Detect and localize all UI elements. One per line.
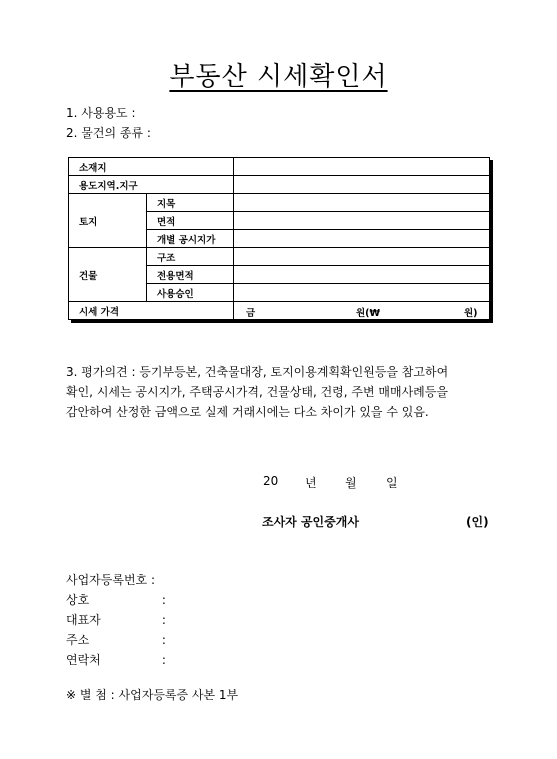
location-label: 소재지: [69, 158, 234, 176]
document-title-wrap: [0, 56, 557, 93]
usage-item: 1. 사용용도 :: [66, 106, 136, 120]
structure-label: 구조: [147, 248, 234, 266]
land-price-label: 개별 공시지가: [147, 230, 234, 248]
market-price-label: 시세 가격: [69, 302, 234, 320]
colon: :: [161, 633, 166, 647]
colon: :: [161, 593, 166, 607]
address-label: 주소: [66, 633, 90, 647]
land-category-value[interactable]: [234, 194, 490, 212]
land-category-label: 지목: [147, 194, 234, 212]
company-field: [66, 591, 166, 608]
table-row: [69, 194, 490, 212]
market-price-value[interactable]: [234, 302, 490, 320]
date-month: 월: [345, 476, 357, 490]
zoning-value[interactable]: [234, 176, 490, 194]
building-label: 건물: [69, 248, 147, 302]
table-row: [69, 176, 490, 194]
types-item: 2. 물건의 종류 :: [66, 126, 151, 140]
won-open: 원(₩: [356, 308, 380, 319]
seal-mark: (인): [466, 515, 489, 529]
property-table: [68, 157, 490, 320]
land-area-label: 면적: [147, 212, 234, 230]
won-close: 원): [464, 308, 478, 319]
table-row: [69, 302, 490, 320]
opinion-section: [66, 362, 491, 422]
colon: :: [161, 613, 166, 627]
representative-label: 대표자: [66, 613, 101, 627]
opinion-line-2: 확인, 시세는 공시지가, 주택공시가격, 건물상태, 건령, 주변 매매사례등을: [66, 385, 448, 399]
table-row: [69, 248, 490, 266]
contact-field: [66, 651, 166, 668]
approval-label: 사용승인: [147, 284, 234, 302]
representative-field: [66, 611, 166, 628]
date-year: 년: [305, 476, 317, 490]
date-year-prefix: 20: [263, 474, 279, 488]
company-label: 상호: [66, 593, 90, 607]
approval-value[interactable]: [234, 284, 490, 302]
zoning-label: 용도지역.지구: [69, 176, 234, 194]
colon: :: [161, 653, 166, 667]
amount-prefix: 금: [246, 308, 256, 319]
land-label: 토지: [69, 194, 147, 248]
location-value[interactable]: [234, 158, 490, 176]
attachment-note: ※ 별 첨 : 사업자등록증 사본 1부: [66, 688, 239, 702]
document-title: 부동산 시세확인서: [169, 62, 388, 92]
contact-label: 연락처: [66, 653, 101, 667]
surveyor-label: 조사자 공인중개사: [262, 515, 359, 529]
opinion-line-1: 3. 평가의견 : 등기부등본, 건축물대장, 토지이용계획확인원등을 참고하여: [66, 365, 449, 379]
date-day: 일: [386, 476, 398, 490]
structure-value[interactable]: [234, 248, 490, 266]
floor-area-value[interactable]: [234, 266, 490, 284]
opinion-line-3: 감안하여 산정한 금액으로 실제 거래시에는 다소 차이가 있을 수 있음.: [66, 405, 429, 419]
table-row: [69, 158, 490, 176]
land-area-value[interactable]: [234, 212, 490, 230]
biz-no-field: 사업자등록번호 :: [66, 573, 156, 587]
address-field: [66, 631, 166, 648]
floor-area-label: 전용면적: [147, 266, 234, 284]
land-price-value[interactable]: [234, 230, 490, 248]
